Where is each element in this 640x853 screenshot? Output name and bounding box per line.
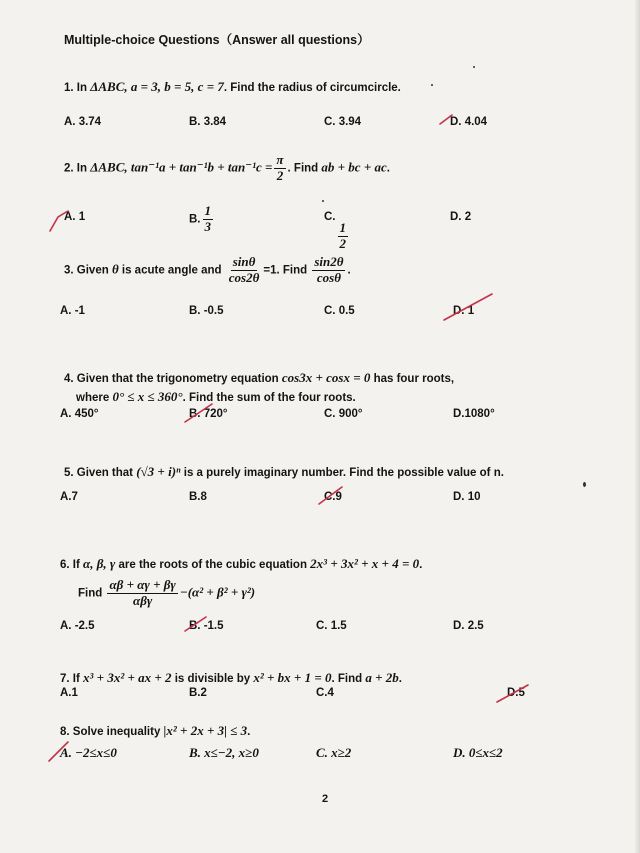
q3-option-c[interactable]: C. 0.5 — [324, 305, 355, 317]
q6-fraction: $\frac{\alpha\beta + \alpha\gamma + \beta\gamma}{\text{αβγ}}$ — [109, 577, 176, 608]
q2-pi-fraction: $\frac{\pi}{2}$ — [276, 152, 284, 183]
q5-option-d[interactable]: D. 10 — [453, 491, 481, 503]
q2-option-b[interactable]: B. $\frac{1}{3}$ — [189, 203, 211, 234]
q7-option-d[interactable]: D.5 — [507, 687, 525, 699]
q1-math: ΔABC, a = 3, b = 5, c = 7 — [90, 79, 224, 94]
q6-option-a[interactable]: A. -2.5 — [60, 620, 95, 632]
page-edge-shadow — [634, 0, 640, 853]
q2-option-c[interactable]: C. $\frac{1}{2}$ — [324, 211, 346, 251]
q1-option-c[interactable]: C. 3.94 — [324, 116, 362, 128]
speck — [583, 482, 586, 487]
question-4-line-1: 4. Given that the trigonometry equation cos3x + cosx = 0 has four roots, — [64, 370, 455, 385]
q7-option-b[interactable]: B.2 — [189, 687, 207, 699]
page-number: 2 — [322, 793, 329, 805]
question-7: 7. If x³ + 3x² + ax + 2 is divisible by x² + bx + 1 = 0. Find a + 2b. — [60, 670, 402, 685]
q7-option-c[interactable]: C.4 — [316, 687, 334, 699]
q3-option-b[interactable]: B. -0.5 — [189, 305, 224, 317]
q1-option-b[interactable]: B. 3.84 — [189, 116, 227, 128]
speck — [473, 66, 475, 68]
q6-option-d[interactable]: D. 2.5 — [453, 620, 484, 632]
question-8: 8. Solve inequality |x² + 2x + 3| ≤ 3. — [60, 723, 251, 738]
q6-find-expression: Find $\frac{\alpha\beta + \alpha\gamma + \beta\gamma}{\text{αβγ}}$ −(α² + β² + γ²) — [78, 577, 256, 608]
q7-option-a[interactable]: A.1 — [60, 687, 78, 699]
question-5: 5. Given that (√3 + i)ⁿ is a purely imaginary number. Find the possible value of n. — [64, 464, 504, 479]
q1-option-d[interactable]: D. 4.04 — [450, 116, 488, 128]
q2-b-fraction: $\frac{1}{3}$ — [204, 203, 211, 234]
q3-option-d[interactable]: D. 1 — [453, 305, 475, 317]
q2-math: ΔABC, tan⁻¹a + tan⁻¹b + tan⁻¹c = — [90, 159, 273, 175]
question-4-line-2: where 0° ≤ x ≤ 360°. Find the sum of the four roots. — [76, 389, 356, 404]
q1-option-a[interactable]: A. 3.74 — [64, 116, 102, 128]
q5-option-c[interactable]: C.9 — [324, 491, 342, 503]
speck — [431, 84, 433, 86]
q5-option-b[interactable]: B.8 — [189, 491, 207, 503]
q4-option-b[interactable]: B. 720° — [189, 408, 228, 420]
question-2: 2. In ΔABC, tan⁻¹a + tan⁻¹b + tan⁻¹c = $\frac{\pi}{2}$ . Find ab + bc + ac. — [64, 152, 390, 183]
q8-option-c[interactable]: C. x≥2 — [316, 745, 352, 760]
q2-math-2: ab + bc + ac — [321, 159, 387, 175]
question-3: 3. Given θ is acute angle and $\frac{\sin\theta}{\cos 2\theta}$ =1. Find $\frac{\sin 2\theta}{\cos\theta}$ . — [64, 254, 351, 285]
q3-option-a[interactable]: A. -1 — [60, 305, 85, 317]
question-1: 1. In ΔABC, a = 3, b = 5, c = 7. Find the radius of circumcircle. — [64, 79, 401, 94]
q4-option-a[interactable]: A. 450° — [60, 408, 99, 420]
q6-option-b[interactable]: B. -1.5 — [189, 620, 224, 632]
q8-option-b[interactable]: B. x≤−2, x≥0 — [189, 745, 259, 760]
q5-option-a[interactable]: A.7 — [60, 491, 78, 503]
q2-c-fraction: $\frac{1}{2}$ — [339, 220, 346, 251]
q5-math: (√3 + i)ⁿ — [136, 464, 181, 479]
page-title: Multiple-choice Questions（Answer all questions） — [64, 33, 370, 47]
q6-option-c[interactable]: C. 1.5 — [316, 620, 347, 632]
question-6: 6. If α, β, γ are the roots of the cubic equation 2x³ + 3x² + x + 4 = 0. — [60, 556, 423, 571]
q8-option-a[interactable]: A. −2≤x≤0 — [60, 745, 117, 760]
q8-option-d[interactable]: D. 0≤x≤2 — [453, 745, 503, 760]
q2-option-a[interactable]: A. 1 — [64, 211, 86, 223]
speck — [322, 200, 324, 202]
q3-fraction-2: $\frac{\sin 2\theta}{\cos\theta}$ — [314, 254, 344, 285]
q3-fraction-1: $\frac{\sin\theta}{\cos 2\theta}$ — [228, 254, 260, 285]
q4-option-c[interactable]: C. 900° — [324, 408, 363, 420]
q2-option-d[interactable]: D. 2 — [450, 211, 472, 223]
q4-option-d[interactable]: D.1080° — [453, 408, 495, 420]
